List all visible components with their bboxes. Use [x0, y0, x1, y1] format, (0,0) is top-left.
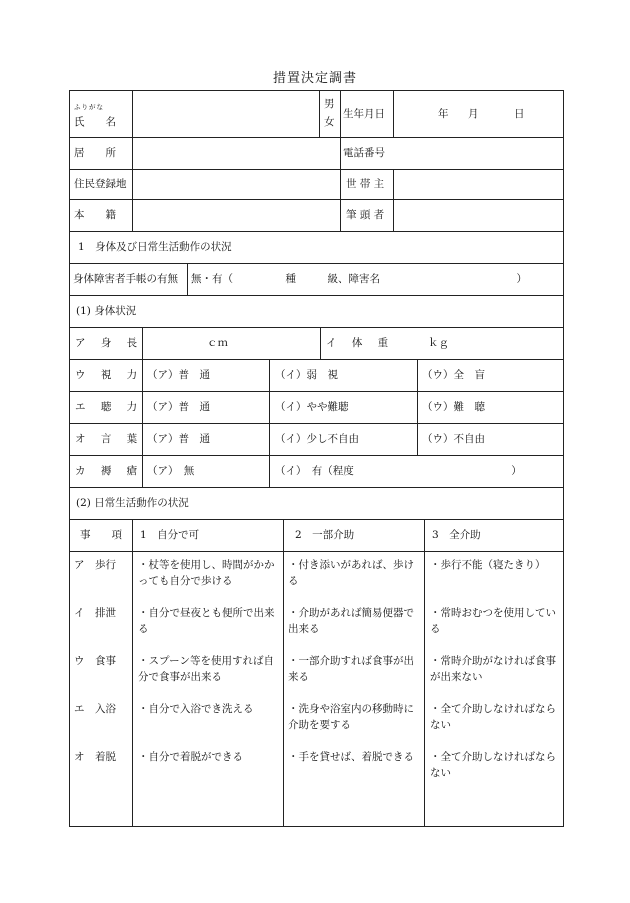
birth-month: 月 — [468, 108, 479, 120]
dressing-label: オ 着脱 — [74, 751, 116, 763]
speech-option-b: （イ）少し不自由 — [275, 433, 359, 445]
dressing-partial: ・手を貸せば、着脱できる — [288, 751, 414, 763]
head-label: 筆 頭 者 — [346, 209, 385, 221]
birth-day: 日 — [514, 108, 525, 120]
speech-label: オ 言 葉 — [75, 433, 144, 445]
row-line — [70, 455, 563, 456]
daily-header-item: 事 項 — [80, 529, 122, 541]
walking-partial: ・付き添いがあれば、歩ける — [288, 559, 414, 587]
row-line — [70, 231, 563, 232]
weight-label: イ 体 重 — [326, 337, 395, 349]
bedsore-label: カ 褥 瘡 — [75, 465, 144, 477]
row-line — [70, 169, 563, 170]
row-line — [70, 423, 563, 424]
row-line — [70, 551, 563, 552]
handbook-label: 身体障害者手帳の有無 — [73, 273, 178, 285]
sex-female: 女 — [324, 116, 335, 128]
hearing-option-c: （ウ）難 聴 — [422, 401, 485, 413]
speech-option-c: （ウ）不自由 — [422, 433, 485, 445]
address-label: 住民登録地 — [74, 178, 127, 190]
row-line — [70, 359, 563, 360]
weight-unit: ｋｇ — [428, 337, 449, 349]
col-line — [132, 91, 133, 231]
form-frame — [69, 90, 564, 827]
daily-header-self: 1 自分で可 — [140, 529, 200, 541]
col-line — [417, 359, 418, 455]
hearing-option-b: （イ）やや難聴 — [275, 401, 349, 413]
hearing-option-a: （ア）普 通 — [147, 401, 210, 413]
col-line — [319, 91, 320, 137]
walking-label: ア 歩行 — [74, 559, 116, 571]
col-line — [424, 519, 425, 827]
section1-title: 1 身体及び日常生活動作の状況 — [78, 241, 232, 253]
row-line — [70, 327, 563, 328]
col-line — [393, 91, 394, 137]
handbook-value: 無・有（ 種 級、障害名 ） — [191, 273, 527, 285]
vision-option-c: （ウ）全 盲 — [422, 369, 485, 381]
domicile-label: 本 籍 — [74, 209, 116, 221]
bedsore-option-a: （ア） 無 — [147, 465, 195, 477]
height-unit: ｃｍ — [207, 337, 228, 349]
excretion-full: ・常時おむつを使用している — [430, 607, 556, 635]
form-title: 措置決定調書 — [272, 71, 357, 86]
col-line — [132, 519, 133, 827]
bathing-full: ・全て介助しなければならない — [430, 703, 556, 731]
meals-label: ウ 食事 — [74, 655, 116, 667]
speech-option-a: （ア）普 通 — [147, 433, 210, 445]
row-line — [70, 391, 563, 392]
bathing-self: ・自分で入浴でき洗える — [138, 703, 254, 715]
col-line — [393, 169, 394, 231]
walking-self: ・杖等を使用し、時間がかかっても自分で歩ける — [138, 559, 275, 587]
physical-title: (1) 身体状況 — [76, 305, 137, 317]
meals-self: ・スプーン等を使用すれば自分で食事が出来る — [138, 655, 274, 683]
walking-full: ・歩行不能（寝たきり） — [430, 559, 546, 571]
excretion-partial: ・介助があれば簡易便器で出来る — [288, 607, 414, 635]
col-line — [269, 359, 270, 487]
birth-year: 年 — [438, 108, 449, 120]
dressing-full: ・全て介助しなければならない — [430, 751, 556, 779]
row-line — [70, 263, 563, 264]
row-line — [70, 519, 563, 520]
col-line — [340, 91, 341, 231]
col-line — [320, 327, 321, 359]
dressing-self: ・自分で着脱ができる — [138, 751, 243, 763]
bathing-partial: ・洗身や浴室内の移動時に介助を要する — [288, 703, 414, 731]
daily-title: (2) 日常生活動作の状況 — [76, 497, 189, 509]
row-line — [70, 199, 563, 200]
bedsore-option-b: （イ） 有（程度 ） — [275, 465, 522, 477]
name-label: 氏 名 — [74, 116, 116, 128]
daily-header-full: 3 全介助 — [432, 529, 481, 541]
col-line — [283, 519, 284, 827]
hearing-label: エ 聴 力 — [75, 401, 144, 413]
household-label: 世 帯 主 — [346, 178, 385, 190]
col-line — [187, 263, 188, 295]
vision-option-b: （イ）弱 視 — [275, 369, 338, 381]
phone-label: 電話番号 — [343, 147, 385, 159]
residence-label: 居 所 — [74, 147, 116, 159]
excretion-self: ・自分で昼夜とも便所で出来る — [138, 607, 275, 635]
row-line — [70, 295, 563, 296]
height-label: ア 身 長 — [75, 337, 144, 349]
sex-male: 男 — [324, 98, 335, 110]
birth-label: 生年月日 — [343, 108, 385, 120]
meals-partial: ・一部介助すれば食事が出来る — [288, 655, 414, 683]
bathing-label: エ 入浴 — [74, 703, 116, 715]
row-line — [70, 137, 563, 138]
row-line — [70, 487, 563, 488]
vision-label: ウ 視 力 — [75, 369, 144, 381]
furigana-label: ふりがな — [74, 103, 104, 111]
excretion-label: イ 排泄 — [74, 607, 116, 619]
meals-full: ・常時介助がなければ食事が出来ない — [430, 655, 556, 683]
daily-header-partial: 2 一部介助 — [295, 529, 355, 541]
vision-option-a: （ア）普 通 — [147, 369, 210, 381]
